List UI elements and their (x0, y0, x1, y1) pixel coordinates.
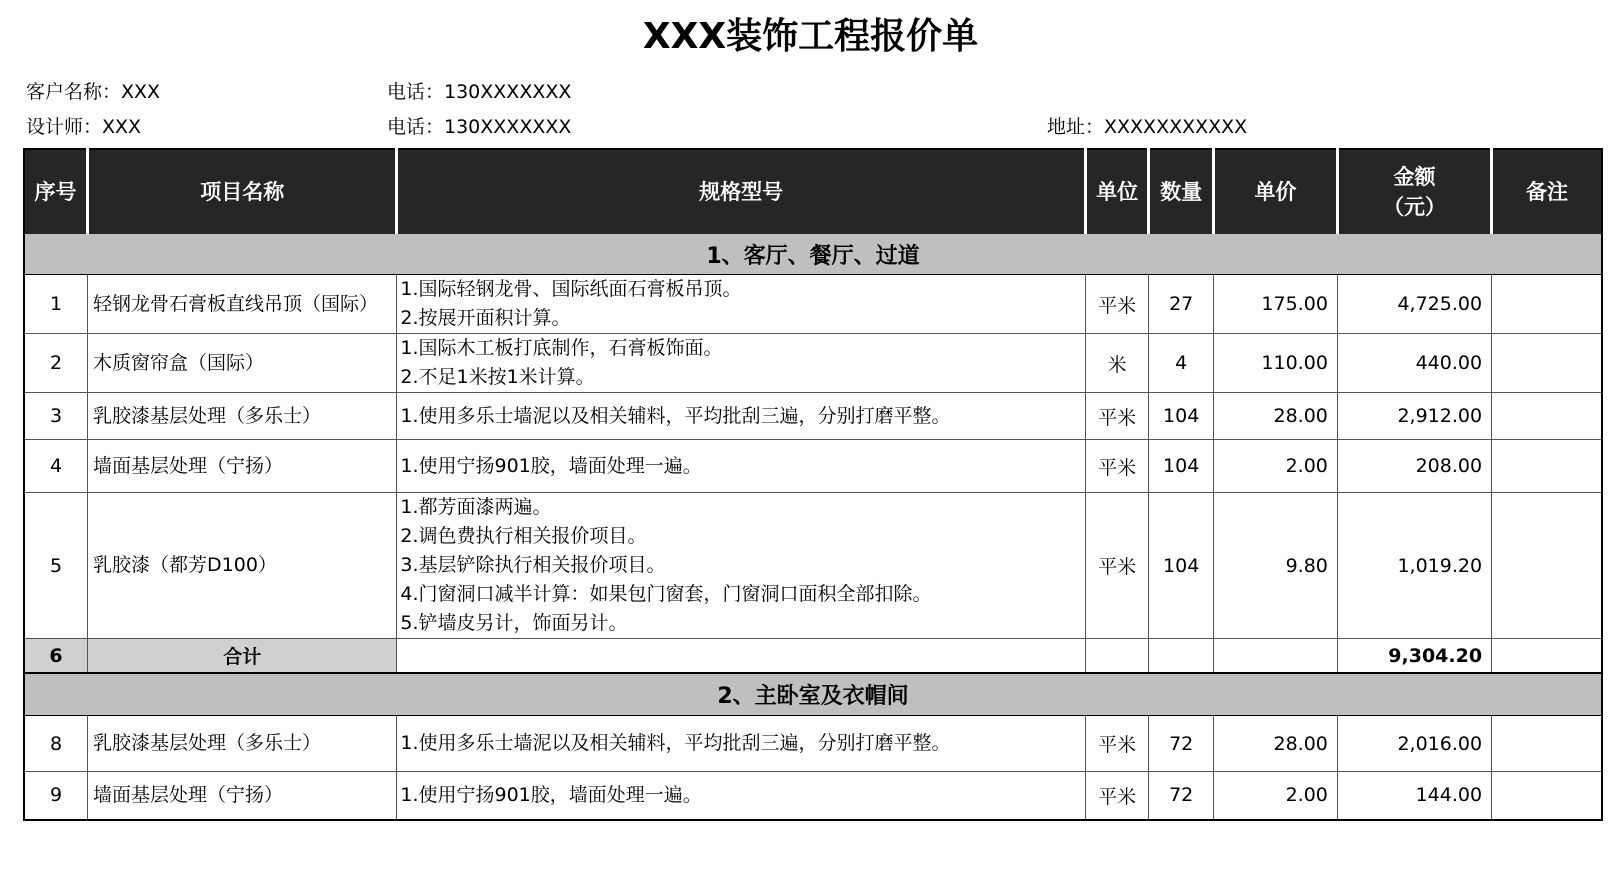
cell-unit: 平米 (1085, 393, 1149, 440)
header-unit: 单位 (1085, 149, 1149, 234)
spec-line: 5.铲墙皮另计，饰面另计。 (400, 612, 628, 634)
designer-phone: 电话：130XXXXXXX (387, 116, 572, 138)
cell-qty: 104 (1149, 493, 1214, 639)
cell-price: 9.80 (1213, 493, 1337, 639)
cell-price: 2.00 (1213, 440, 1337, 493)
section-title: 1、客厅、餐厅、过道 (24, 234, 1602, 275)
cell-amount: 4,725.00 (1337, 275, 1491, 334)
customer-phone: 电话：130XXXXXXX (387, 81, 572, 103)
header-price: 单价 (1213, 149, 1337, 234)
cell-amount: 2,016.00 (1337, 716, 1491, 772)
cell-seq: 3 (24, 393, 88, 440)
cell-unit: 平米 (1085, 772, 1149, 820)
table-row (24, 772, 1602, 820)
cell-spec (397, 393, 1085, 440)
header-amount (1337, 149, 1491, 234)
header-row (24, 149, 1602, 234)
cell-amount: 1,019.20 (1337, 493, 1491, 639)
spec-line: 1.使用多乐士墙泥以及相关辅料，平均批刮三遍，分别打磨平整。 (400, 732, 951, 754)
cell-amount: 2,912.00 (1337, 393, 1491, 440)
cell-seq: 4 (24, 440, 88, 493)
total-seq: 6 (24, 639, 88, 674)
table-row (24, 334, 1602, 393)
table-row (24, 275, 1602, 334)
cell-amount: 440.00 (1337, 334, 1491, 393)
cell-item-name: 墙面基层处理（宁扬） (88, 772, 397, 820)
header-spec: 规格型号 (397, 149, 1085, 234)
cell-price: 28.00 (1213, 716, 1337, 772)
cell-price: 110.00 (1213, 334, 1337, 393)
cell-price: 2.00 (1213, 772, 1337, 820)
cell-item-name: 乳胶漆基层处理（多乐士） (88, 393, 397, 440)
table-row (24, 393, 1602, 440)
cell-qty: 104 (1149, 393, 1214, 440)
document-title: XXX装饰工程报价单 (642, 16, 979, 57)
spec-line: 1.都芳面漆两遍。 (400, 496, 552, 518)
section-row (24, 234, 1602, 275)
cell-spec (397, 440, 1085, 493)
cell-item-name: 木质窗帘盒（国际） (88, 334, 397, 393)
cell-seq: 9 (24, 772, 88, 820)
spec-line: 2.按展开面积计算。 (400, 307, 571, 329)
designer-name: 设计师：XXX (26, 116, 142, 138)
header-name: 项目名称 (88, 149, 397, 234)
table-row (24, 716, 1602, 772)
cell-unit: 米 (1085, 334, 1149, 393)
header-seq: 序号 (24, 149, 88, 234)
header-note: 备注 (1492, 149, 1602, 234)
spec-line: 1.使用多乐士墙泥以及相关辅料，平均批刮三遍，分别打磨平整。 (400, 404, 951, 427)
cell-qty: 4 (1149, 334, 1214, 393)
spec-line: 2.不足1米按1米计算。 (400, 366, 595, 388)
cell-item-name: 墙面基层处理（宁扬） (88, 440, 397, 493)
cell-spec (397, 334, 1085, 393)
spec-line: 2.调色费执行相关报价项目。 (400, 525, 647, 547)
total-row (24, 639, 1602, 674)
customer-name: 客户名称：XXX (26, 81, 161, 103)
total-label: 合计 (88, 639, 397, 674)
cell-note (1492, 393, 1602, 440)
spec-line: 1.使用宁扬901胶，墙面处理一遍。 (400, 783, 702, 806)
cell-note (1492, 275, 1602, 334)
cell-spec (397, 275, 1085, 334)
cell-qty: 104 (1149, 440, 1214, 493)
spec-line: 3.基层铲除执行相关报价项目。 (400, 554, 666, 576)
cell-unit: 平米 (1085, 716, 1149, 772)
section-title: 2、主卧室及衣帽间 (24, 673, 1602, 716)
total-empty-cell (1149, 639, 1214, 674)
table-row (24, 493, 1602, 639)
cell-note (1492, 716, 1602, 772)
total-amount: 9,304.20 (1337, 639, 1491, 674)
cell-unit: 平米 (1085, 275, 1149, 334)
cell-note (1492, 772, 1602, 820)
spec-line: 1.国际轻钢龙骨、国际纸面石膏板吊顶。 (400, 278, 742, 300)
cell-unit: 平米 (1085, 440, 1149, 493)
cell-qty: 72 (1149, 772, 1214, 820)
spec-line: 1.使用宁扬901胶，墙面处理一遍。 (400, 454, 702, 477)
address: 地址：XXXXXXXXXXX (1047, 116, 1248, 138)
total-empty-cell (1213, 639, 1337, 674)
quote-table (23, 148, 1603, 821)
cell-price: 175.00 (1213, 275, 1337, 334)
header-qty: 数量 (1149, 149, 1214, 234)
total-note (1492, 639, 1602, 674)
cell-spec (397, 493, 1085, 639)
cell-seq: 2 (24, 334, 88, 393)
cell-note (1492, 493, 1602, 639)
cell-seq: 8 (24, 716, 88, 772)
cell-item-name: 轻钢龙骨石膏板直线吊顶（国际） (88, 275, 397, 334)
cell-seq: 1 (24, 275, 88, 334)
cell-qty: 72 (1149, 716, 1214, 772)
cell-seq: 5 (24, 493, 88, 639)
cell-unit: 平米 (1085, 493, 1149, 639)
cell-note (1492, 334, 1602, 393)
section-row (24, 673, 1602, 716)
cell-price: 28.00 (1213, 393, 1337, 440)
table-row (24, 440, 1602, 493)
total-empty-cell (1085, 639, 1149, 674)
cell-spec (397, 772, 1085, 820)
cell-amount: 208.00 (1337, 440, 1491, 493)
cell-amount: 144.00 (1337, 772, 1491, 820)
header-amount-line2: （元） (1382, 194, 1446, 219)
cell-item-name: 乳胶漆（都芳D100） (88, 493, 397, 639)
cell-note (1492, 440, 1602, 493)
cell-qty: 27 (1149, 275, 1214, 334)
spec-line: 1.国际木工板打底制作，石膏板饰面。 (400, 337, 723, 359)
spec-line: 4.门窗洞口减半计算：如果包门窗套，门窗洞口面积全部扣除。 (400, 583, 932, 605)
header-amount-line1: 金额 (1393, 164, 1436, 189)
cell-item-name: 乳胶漆基层处理（多乐士） (88, 716, 397, 772)
cell-spec (397, 716, 1085, 772)
total-empty-cell (397, 639, 1085, 674)
